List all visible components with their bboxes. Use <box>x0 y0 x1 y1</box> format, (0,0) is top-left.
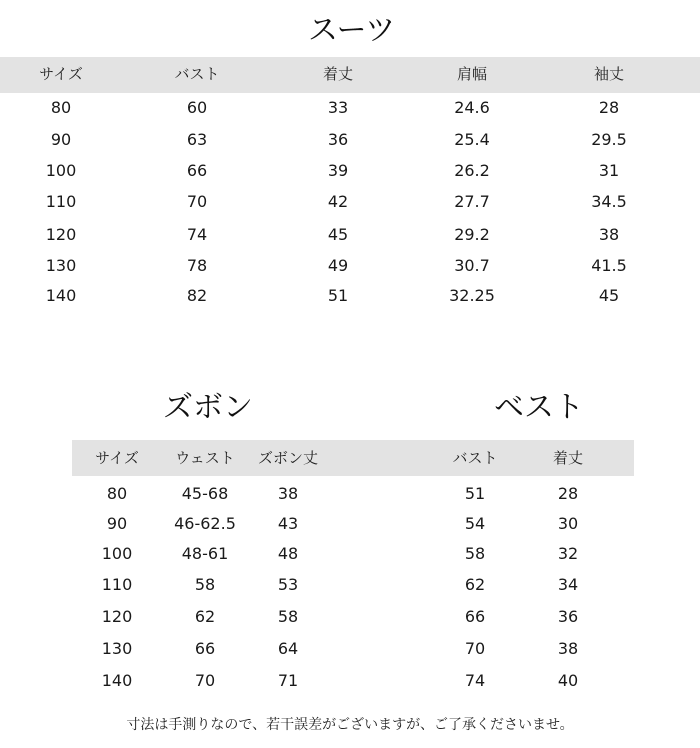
suit-table-cell: 28 <box>598 98 620 117</box>
suit-table-cell: 82 <box>186 286 208 305</box>
suit-table-cell: 30.7 <box>454 256 490 275</box>
vest-title: ベスト <box>494 390 584 425</box>
pants-table-cell: 48 <box>277 544 299 563</box>
suit-table-cell: 130 <box>45 256 77 275</box>
suit-table-cell: 66 <box>186 161 208 180</box>
suit-table-cell: 33 <box>327 98 349 117</box>
suit-table-cell: 120 <box>45 225 77 244</box>
vest-table-cell: 40 <box>557 671 579 690</box>
pants-table-cell: 100 <box>101 544 133 563</box>
pants-table-cell: 71 <box>277 671 299 690</box>
suit-table-cell: 63 <box>186 130 208 149</box>
pants-table-cell: 45-68 <box>181 484 229 503</box>
vest-table-cell: 30 <box>557 514 579 533</box>
measurement-note: 寸法は手測りなので、若干誤差がございますが、ご了承くださいませ。 <box>126 717 574 733</box>
suit-table-cell: 29.2 <box>454 225 490 244</box>
pants-table-cell: 48-61 <box>181 544 229 563</box>
suit-table-cell: 38 <box>598 225 620 244</box>
pants-table-cell: 90 <box>106 514 128 533</box>
suit-column-header: 肩幅 <box>456 65 488 83</box>
suit-table-cell: 34.5 <box>591 192 627 211</box>
suit-table-cell: 140 <box>45 286 77 305</box>
vest-table-cell: 62 <box>464 575 486 594</box>
suit-table-cell: 45 <box>598 286 620 305</box>
vest-table-cell: 51 <box>464 484 486 503</box>
suit-table-cell: 90 <box>50 130 72 149</box>
suit-table-cell: 41.5 <box>591 256 627 275</box>
suit-title: スーツ <box>308 13 396 48</box>
vest-table-cell: 66 <box>464 607 486 626</box>
suit-table-cell: 39 <box>327 161 349 180</box>
pants-table-cell: 43 <box>277 514 299 533</box>
pants-table-cell: 53 <box>277 575 299 594</box>
lower-header-band <box>72 440 634 476</box>
vest-column-header: バスト <box>452 449 498 467</box>
pants-column-header: ウェスト <box>175 449 235 467</box>
vest-column-header: 着丈 <box>552 449 584 467</box>
vest-table-cell: 70 <box>464 639 486 658</box>
suit-table-cell: 78 <box>186 256 208 275</box>
pants-table-cell: 46-62.5 <box>174 514 236 533</box>
vest-table-cell: 38 <box>557 639 579 658</box>
suit-table-cell: 60 <box>186 98 208 117</box>
suit-table-cell: 29.5 <box>591 130 627 149</box>
suit-table-cell: 31 <box>598 161 620 180</box>
suit-table-cell: 51 <box>327 286 349 305</box>
pants-title: ズボン <box>163 390 253 425</box>
suit-table-cell: 27.7 <box>454 192 490 211</box>
pants-table-cell: 110 <box>101 575 133 594</box>
suit-table-cell: 80 <box>50 98 72 117</box>
suit-column-header: 着丈 <box>322 65 354 83</box>
suit-table-cell: 100 <box>45 161 77 180</box>
pants-table-cell: 130 <box>101 639 133 658</box>
vest-table-cell: 28 <box>557 484 579 503</box>
pants-table-cell: 38 <box>277 484 299 503</box>
pants-table-cell: 66 <box>194 639 216 658</box>
pants-column-header: ズボン丈 <box>257 449 319 467</box>
suit-column-header: 袖丈 <box>593 65 625 83</box>
suit-table-cell: 25.4 <box>454 130 490 149</box>
suit-column-header: サイズ <box>39 65 83 83</box>
suit-table-cell: 36 <box>327 130 349 149</box>
suit-table-cell: 49 <box>327 256 349 275</box>
pants-column-header: サイズ <box>95 449 139 467</box>
suit-table-cell: 26.2 <box>454 161 490 180</box>
pants-table-cell: 64 <box>277 639 299 658</box>
pants-table-cell: 58 <box>194 575 216 594</box>
pants-table-cell: 70 <box>194 671 216 690</box>
pants-table-cell: 62 <box>194 607 216 626</box>
suit-table-cell: 74 <box>186 225 208 244</box>
suit-table-cell: 45 <box>327 225 349 244</box>
suit-table-cell: 70 <box>186 192 208 211</box>
suit-table-cell: 42 <box>327 192 349 211</box>
suit-column-header: バスト <box>174 65 220 83</box>
pants-table-cell: 140 <box>101 671 133 690</box>
suit-table-cell: 110 <box>45 192 77 211</box>
suit-table-cell: 24.6 <box>454 98 490 117</box>
suit-table-cell: 32.25 <box>449 286 495 305</box>
vest-table-cell: 36 <box>557 607 579 626</box>
pants-table-cell: 58 <box>277 607 299 626</box>
vest-table-cell: 34 <box>557 575 579 594</box>
vest-table-cell: 54 <box>464 514 486 533</box>
vest-table-cell: 32 <box>557 544 579 563</box>
vest-table-cell: 58 <box>464 544 486 563</box>
pants-table-cell: 80 <box>106 484 128 503</box>
pants-table-cell: 120 <box>101 607 133 626</box>
vest-table-cell: 74 <box>464 671 486 690</box>
